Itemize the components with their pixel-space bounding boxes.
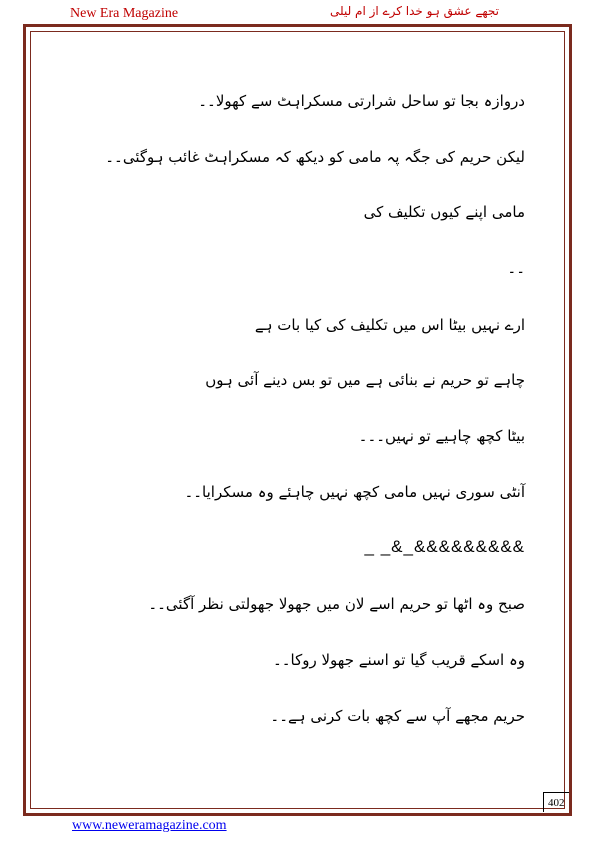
text-line: صبح وہ اٹھا تو حریم اسے لان میں جھولا جھولتی نظر آگئی۔۔ [148, 595, 525, 613]
text-line: وہ اسکے قریب گیا تو اسنے جھولا روکا۔۔ [272, 651, 525, 669]
text-line: لیکن حریم کی جگہ پہ مامی کو دیکھ کہ مسکراہٹ غائب ہوگئی۔۔ [105, 148, 525, 166]
text-line: مامی اپنے کیوں تکلیف کی [363, 203, 525, 221]
novel-title: تجھے عشق ہو خدا کرے از ام لیلی [329, 4, 499, 18]
text-line: حریم مجھے آپ سے کچھ بات کرنی ہے۔۔ [270, 707, 525, 725]
scene-separator: _ _&_&&&&&&&&& [364, 537, 525, 556]
text-line: ارے نہیں بیٹا اس میں تکلیف کی کیا بات ہے [254, 316, 525, 334]
text-line: ۔۔ [507, 259, 525, 277]
magazine-name: New Era Magazine [70, 6, 179, 21]
text-line: بیٹا کچھ چاہیے تو نہیں۔۔۔ [358, 427, 525, 445]
text-line: چاہے تو حریم نے بنائی ہے میں تو بس دینے آئی ہوں [205, 371, 525, 389]
text-line: دروازہ بجا تو ساحل شرارتی مسکراہٹ سے کھولا۔۔ [198, 92, 525, 110]
story-text [60, 0, 525, 842]
page-number: 402 [548, 797, 565, 809]
text-line: آنٹی سوری نہیں مامی کچھ نہیں چاہئے وہ مسکرایا۔۔ [184, 483, 525, 501]
website-link[interactable]: www.neweramagazine.com [72, 818, 227, 833]
